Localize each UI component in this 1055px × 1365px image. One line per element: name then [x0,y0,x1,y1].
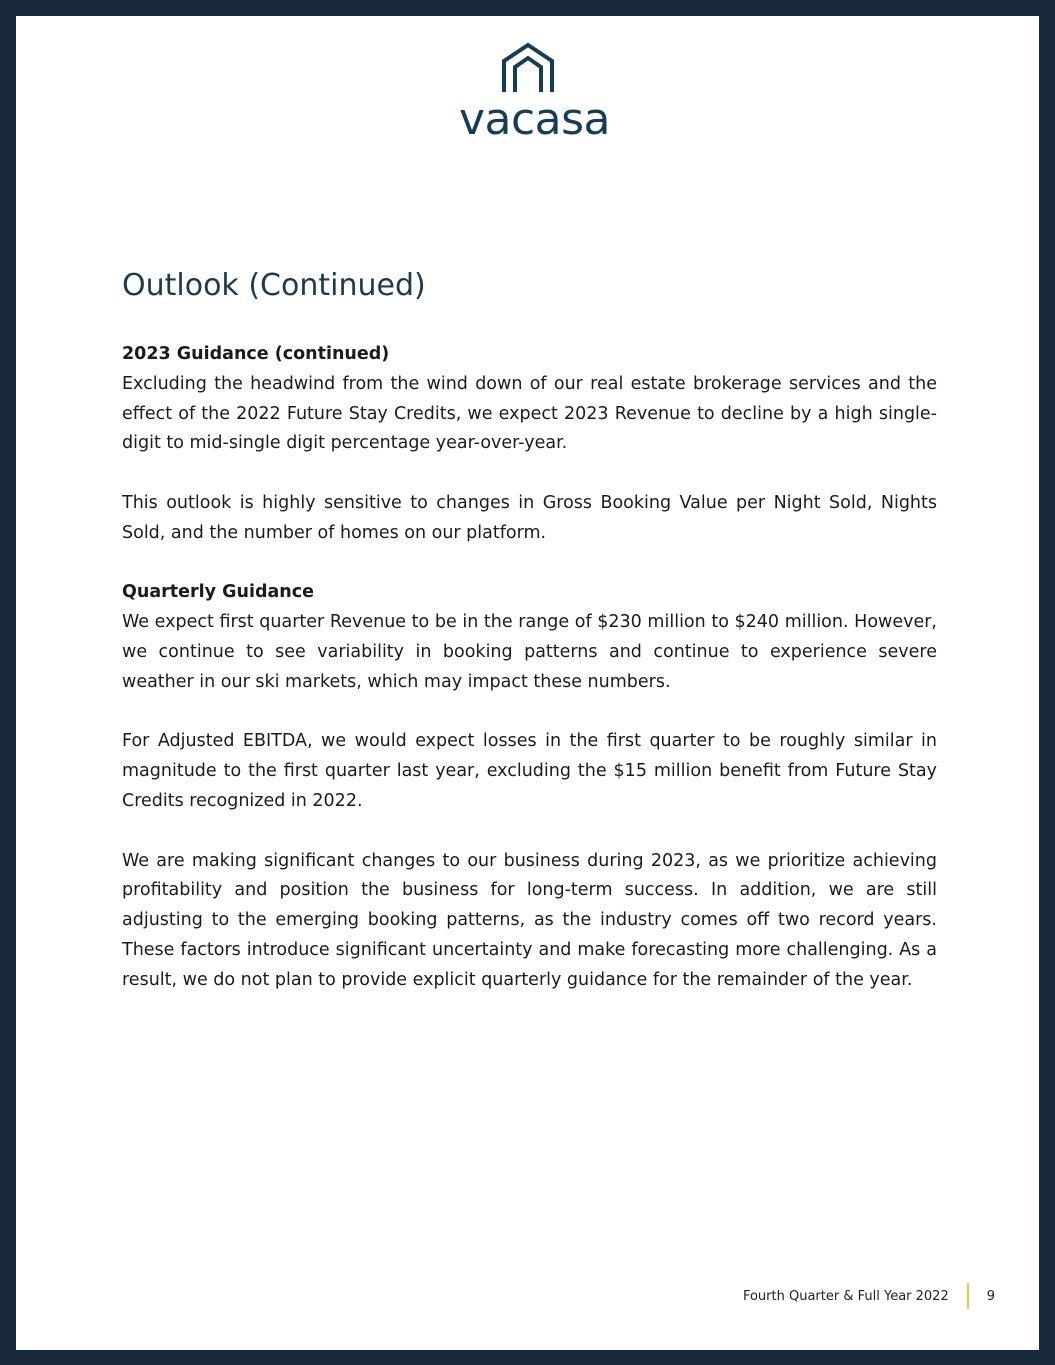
paragraph-no-quarterly-guidance: We are making significant changes to our business during 2023, as we prioritize achieving profitability and position the business for long-term success. In addition, we are still adjusting to the emerging booking patterns, as the industry comes off two record years. These factors introduce significant uncertainty and make forecasting more challenging. As a result, we do not plan to provide explicit quarterly guidance for the remainder of the year. [122,850,937,990]
section-heading-quarterly-guidance: Quarterly Guidance [122,582,314,603]
section-heading-2023-guidance: 2023 Guidance (continued) [122,344,390,364]
page-number: 9 [986,1288,995,1304]
vacasa-logo [16,42,1039,145]
paragraph-q1-revenue: We expect first quarter Revenue to be in the range of $230 million to $240 million. However, we continue to see variability in booking patterns and continue to experience severe weather in our ski markets, which may impact these numbers. [122,612,937,692]
footer-report-label: Fourth Quarter & Full Year 2022 [742,1288,949,1304]
paragraph-adjusted-ebitda: For Adjusted EBITDA, we would expect losses in the first quarter to be roughly similar in magnitude to the first quarter last year, excluding the $15 million benefit from Future Stay Credits recognized in 2022. [122,731,937,811]
logo-wordmark: vacasa [458,94,611,145]
page-footer [743,1282,995,1310]
page-title: Outlook (Continued) [122,268,426,303]
house-icon [500,42,556,94]
paragraph-outlook-sensitivity: This outlook is highly sensitive to changes in Gross Booking Value per Night Sold, Nights Sold, and the number of homes on our platform. [122,492,937,543]
main-content [122,266,937,1025]
document-page [16,16,1039,1350]
paragraph-2023-revenue: Excluding the headwind from the wind down of our real estate brokerage services and the effect of the 2022 Future Stay Credits, we expect 2023 Revenue to decline by a high single-digit to mid-single digit percentage year-over-year. [122,373,937,454]
footer-divider [967,1283,969,1309]
